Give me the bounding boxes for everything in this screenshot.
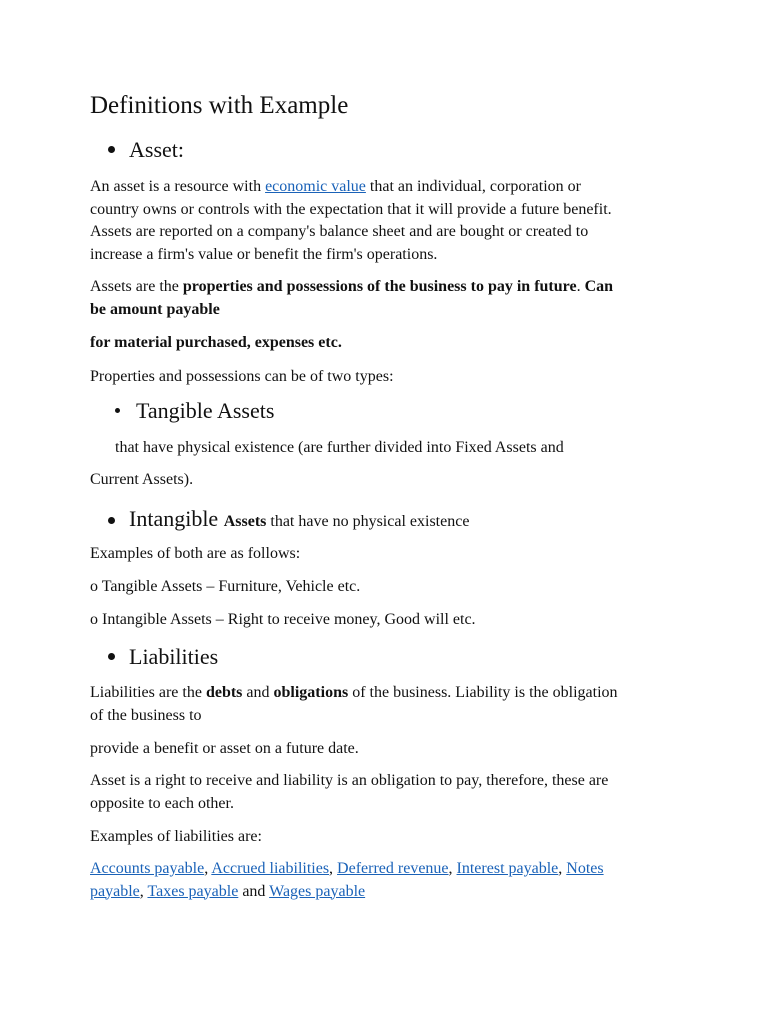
bold-text: properties and possessions of the business to pay in future [182, 278, 577, 295]
liability-links-paragraph [90, 858, 680, 903]
bold-text: Assets [223, 513, 267, 530]
interest-payable-link[interactable]: Interest payable [456, 860, 559, 877]
wages-payable-link[interactable]: Wages payable [269, 882, 366, 900]
separator: , [329, 860, 338, 877]
text: of the business. Liability is the obligation [348, 684, 618, 701]
examples-intro: Examples of both are as follows: [90, 545, 301, 562]
asset-vs-liability-paragraph [90, 770, 680, 815]
separator: , [448, 860, 457, 877]
bold-text: debts [205, 684, 243, 701]
text: increase a firm's value or benefit the firm's operations. [90, 245, 438, 263]
separator: , [204, 860, 212, 877]
separator: , [139, 882, 148, 900]
bullet-icon [115, 408, 120, 413]
link-text: Notes [566, 860, 604, 877]
text: . [576, 278, 585, 295]
page-title: Definitions with Example [90, 92, 349, 119]
text: that an individual, corporation or [365, 178, 581, 195]
tangible-heading-label: Tangible Assets [136, 398, 275, 423]
text: Assets are the [90, 278, 183, 295]
text: Liabilities are the [90, 684, 206, 701]
tangible-assets-heading [115, 398, 274, 424]
asset-properties-paragraph [90, 276, 680, 321]
liabilities-future-paragraph: provide a benefit or asset on a future date. [90, 740, 359, 757]
taxes-payable-link[interactable]: Taxes payable [147, 882, 239, 900]
text: of the business to [90, 706, 202, 724]
bold-text: Can [584, 278, 614, 295]
bullet-icon [108, 146, 115, 153]
accrued-liabilities-link[interactable]: Accrued liabilities [211, 860, 330, 877]
intangible-assets-heading [108, 506, 469, 532]
asset-heading-label: Asset: [129, 137, 184, 162]
separator: and [238, 882, 270, 900]
bullet-icon [108, 517, 115, 524]
example-intangible: o Intangible Assets – Right to receive money, Good will etc. [90, 611, 476, 628]
text: opposite to each other. [90, 794, 234, 812]
asset-heading [108, 137, 184, 163]
tangible-description-line2: Current Assets). [90, 471, 194, 488]
text: country owns or controls with the expectation that it will provide a future benefit. [90, 200, 612, 218]
example-tangible: o Tangible Assets – Furniture, Vehicle etc. [90, 578, 361, 595]
intangible-heading-label: Intangible [129, 506, 224, 531]
liabilities-heading-label: Liabilities [129, 644, 219, 669]
economic-value-link[interactable]: economic value [265, 178, 366, 195]
liabilities-definition-paragraph [90, 682, 680, 727]
liabilities-examples-intro: Examples of liabilities are: [90, 828, 262, 845]
text: that have no physical existence [266, 513, 470, 530]
types-intro: Properties and possessions can be of two types: [90, 368, 394, 385]
bold-text: be amount payable [90, 300, 220, 318]
text: Assets are reported on a company's balance sheet and are bought or created to [90, 223, 589, 240]
tangible-description-line1: that have physical existence (are further divided into Fixed Assets and [115, 439, 564, 456]
bullet-icon [108, 653, 115, 660]
link-text: payable [90, 882, 140, 900]
bold-text: obligations [273, 684, 349, 701]
liabilities-heading [108, 644, 218, 670]
asset-material-paragraph [90, 332, 680, 355]
text: Asset is a right to receive and liability is an obligation to pay, therefore, these are [90, 772, 609, 789]
text: and [242, 684, 274, 701]
asset-definition-paragraph [90, 176, 680, 266]
bold-text: for material purchased, expenses etc. [90, 334, 342, 351]
separator: , [558, 860, 567, 877]
text: An asset is a resource with [90, 178, 266, 195]
deferred-revenue-link[interactable]: Deferred revenue [337, 860, 449, 877]
accounts-payable-link[interactable]: Accounts payable [90, 860, 205, 877]
